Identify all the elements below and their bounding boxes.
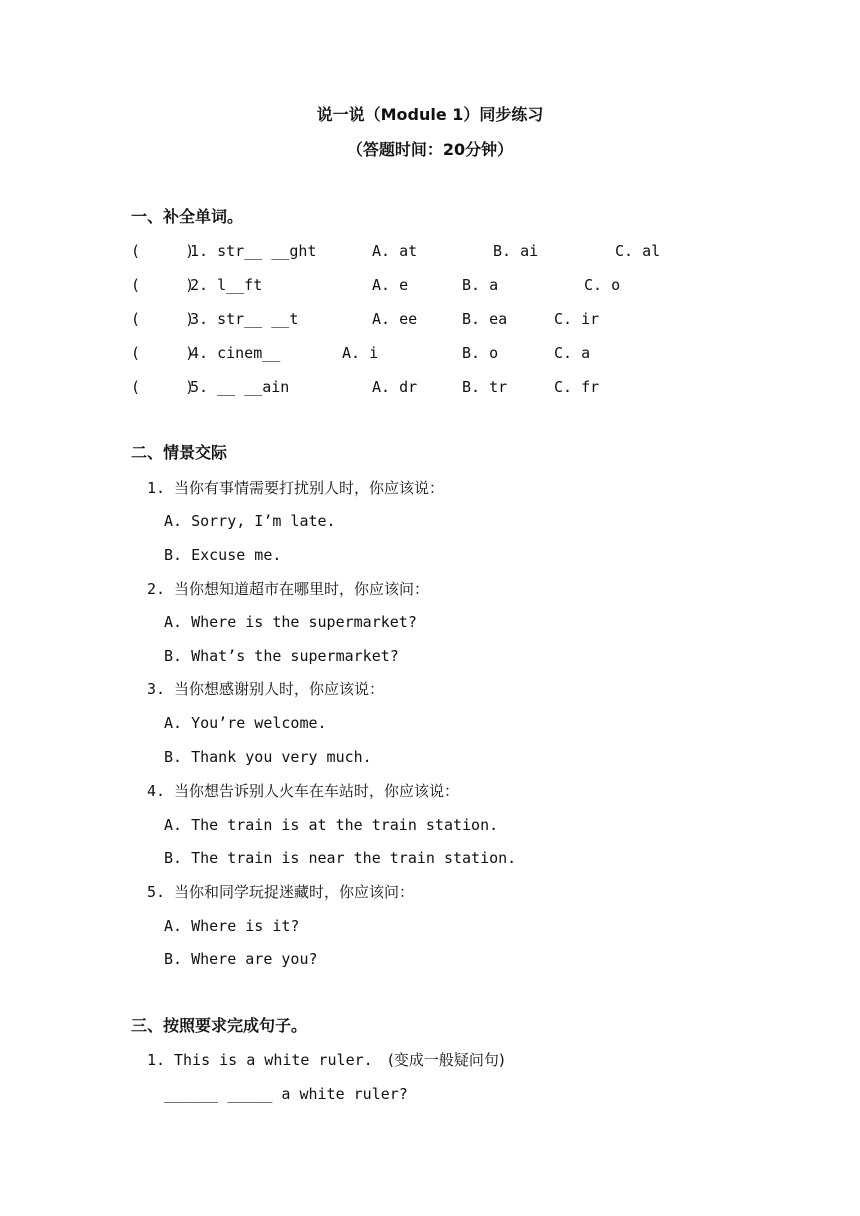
option-a: A. The train is at the train station. xyxy=(164,816,499,834)
option-c: C. a xyxy=(554,344,591,362)
question-number: 5. xyxy=(147,883,166,901)
question-number: 2. xyxy=(147,580,166,598)
page-title: 说一说（Module 1）同步练习 xyxy=(316,105,544,124)
option-c: C. ir xyxy=(554,310,600,328)
instruction-text: (变成一般疑问句) xyxy=(388,1051,505,1069)
option-b: B. ai xyxy=(493,242,539,260)
question-prompt: 当你和同学玩捉迷藏时，你应该问： xyxy=(174,883,415,901)
question-text: 5. __ __ain xyxy=(190,378,290,396)
answer-blank[interactable]: ( ) xyxy=(131,344,195,362)
question-text: 3. str__ __t xyxy=(190,310,299,328)
option-b: B. ea xyxy=(462,310,508,328)
option-a: A. Where is it? xyxy=(164,917,300,935)
option-c: C. o xyxy=(584,276,621,294)
option-a: A. Sorry, I’m late. xyxy=(164,512,336,530)
question-prompt: 当你想知道超市在哪里时，你应该问： xyxy=(174,580,430,598)
option-a: A. i xyxy=(342,344,379,362)
page-subtitle: （答题时间：20分钟） xyxy=(346,140,514,159)
answer-blank[interactable]: ( ) xyxy=(131,310,195,328)
option-a: A. You’re welcome. xyxy=(164,714,327,732)
option-b: B. Thank you very much. xyxy=(164,748,372,766)
question-number: 4. xyxy=(147,782,166,800)
answer-line[interactable]: ______ _____ a white ruler? xyxy=(164,1085,408,1103)
answer-blank[interactable]: ( ) xyxy=(131,276,195,294)
question-number: 1. xyxy=(147,479,166,497)
question-text: 4. cinem__ xyxy=(190,344,281,362)
option-a: A. Where is the supermarket? xyxy=(164,613,417,631)
question-number: 1. xyxy=(147,1051,166,1069)
question-number: 3. xyxy=(147,680,166,698)
option-b: B. a xyxy=(462,276,499,294)
question-prompt: 当你想告诉别人火车在车站时，你应该说： xyxy=(174,782,460,800)
question-text: 1. str__ __ght xyxy=(190,242,317,260)
option-a: A. dr xyxy=(372,378,418,396)
option-c: C. fr xyxy=(554,378,600,396)
option-a: A. ee xyxy=(372,310,418,328)
option-b: B. o xyxy=(462,344,499,362)
option-b: B. Where are you? xyxy=(164,950,318,968)
option-a: A. e xyxy=(372,276,409,294)
section2-heading: 二、情景交际 xyxy=(131,443,228,462)
option-b: B. What’s the supermarket? xyxy=(164,647,399,665)
option-b: B. tr xyxy=(462,378,508,396)
question-prompt: 当你有事情需要打扰别人时，你应该说： xyxy=(174,479,445,497)
answer-blank[interactable]: ( ) xyxy=(131,378,195,396)
sentence-text: This is a white ruler. xyxy=(174,1051,373,1069)
section3-heading: 三、按照要求完成句子。 xyxy=(131,1016,308,1035)
option-a: A. at xyxy=(372,242,418,260)
question-text: 2. l__ft xyxy=(190,276,263,294)
answer-blank[interactable]: ( ) xyxy=(131,242,195,260)
section1-heading: 一、补全单词。 xyxy=(131,207,244,226)
option-c: C. al xyxy=(615,242,661,260)
option-b: B. The train is near the train station. xyxy=(164,849,517,867)
question-prompt: 当你想感谢别人时，你应该说： xyxy=(174,680,385,698)
option-b: B. Excuse me. xyxy=(164,546,282,564)
